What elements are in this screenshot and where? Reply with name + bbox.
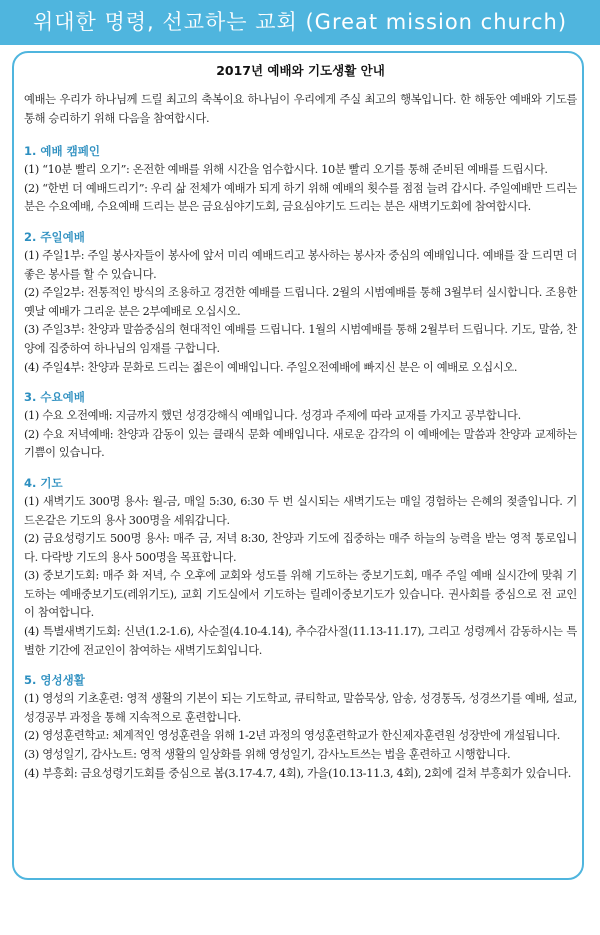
section-paragraph: (2) 금요성령기도 500명 용사: 매주 금, 저녁 8:30, 찬양과 기도에 집중하는 매주 하늘의 능력을 받는 영적 통로입니다. 다락방 기도의 용사 500명을 목표합니다. [24,532,577,564]
section-paragraph: (2) 영성훈련학교: 체계적인 영성훈련을 위해 1-2년 과정의 영성훈련학교가 한신제자훈련원 성장반에 개설됩니다. [24,729,560,743]
section-worship-campaign [24,142,577,217]
section-paragraph: (1) 영성의 기초훈련: 영적 생활의 기본이 되는 기도학교, 큐티학교, 말씀묵상, 암송, 성경통독, 성경쓰기를 예배, 설교, 성경공부 과정을 통해 지속적으로 훈련합니다. [24,692,577,724]
section-paragraph: (4) 주일4부: 찬양과 문화로 드리는 젊은이 예배입니다. 주일오전예배에 빠지신 분은 이 예배로 오십시오. [24,360,518,374]
section-paragraph: (1) “10분 빨리 오기”: 온전한 예배를 위해 시간을 엄수합시다. 10분 빨리 오기를 통해 준비된 예배를 드립시다. [24,163,548,177]
section-paragraph: (3) 영성일기, 감사노트: 영적 생활의 일상화를 위해 영성일기, 감사노트쓰는 법을 훈련하고 시행합니다. [24,748,511,762]
section-paragraph: (2) 주일2부: 전통적인 방식의 조용하고 경건한 예배를 드립니다. 2월의 시범예배를 통해 3월부터 실시합니다. 조용한 옛날 예배가 그리운 분은 2부예배로 오십시오. [24,286,577,318]
section-paragraph: (1) 새벽기도 300명 용사: 월-금, 매일 5:30, 6:30 두 번 실시되는 새벽기도는 매일 경험하는 은혜의 젖줄입니다. 기드온같은 기도의 용사 300명을 세워갑니다. [24,494,577,527]
section-spiritual-life [24,671,577,783]
section-wednesday-worship [24,388,577,463]
section-paragraph: (3) 주일3부: 찬양과 말씀중심의 현대적인 예배를 드립니다. 1월의 시범예배를 통해 2월부터 드립니다. 기도, 말씀, 찬양에 집중하여 하나님의 임재를 구합니다. [24,323,577,355]
section-sunday-worship [24,228,577,377]
intro-paragraph: 예배는 우리가 하나님께 드릴 최고의 축복이요 하나님이 우리에게 주실 최고의 행복입니다. 한 해동안 예배와 기도를 통해 승리하기 위해 다음을 참여합시다. [24,93,577,125]
section-paragraph: (4) 부흥회: 금요성령기도회를 중심으로 봄(3.17-4.7, 4회), 가을(10.13-11.3, 4회), 2회에 걸쳐 부흥회가 있습니다. [24,766,571,780]
section-title: 1. 예배 캠페인 [24,144,100,159]
section-title: 4. 기도 [24,475,63,490]
document-title: 2017년 예배와 기도생활 안내 [216,63,385,78]
section-paragraph: (1) 수요 오전예배: 지금까지 했던 성경강해식 예배입니다. 성경과 주제에 따라 교재를 가지고 공부합니다. [24,409,521,423]
section-paragraph: (4) 특별새벽기도회: 신년(1.2-1.6), 사순절(4.10-4.14), 추수감사절(11.13-11.17), 그리고 성령께서 감동하시는 특별한 기간에 전교인이 참여하는 새벽기도회입니다. [24,625,577,657]
section-title: 3. 수요예배 [24,390,85,405]
section-paragraph: (2) 수요 저녁예배: 찬양과 감동이 있는 클래식 문화 예배입니다. 새로운 감각의 이 예배에는 말씀과 찬양과 교제하는 기쁨이 있습니다. [24,427,577,460]
notice-content [24,62,577,794]
section-paragraph: (3) 중보기도회: 매주 화 저녁, 수 오후에 교회와 성도를 위해 기도하는 중보기도회, 매주 주일 예배 실시간에 맞춰 기도하는 예배중보기도(레위기도), 교회 기도실에서 기도하는 릴레이중보기도가 있습니다. 권사회를 중심으로 전 교인이 참여합니다. [24,569,577,620]
church-banner: 위대한 명령, 선교하는 교회 (Great mission church) [0,0,600,45]
section-paragraph: (2) “한번 더 예배드리기”: 우리 삶 전체가 예배가 되게 하기 위해 예배의 횟수를 점점 늘려 갑시다. 주일예배만 드리는 분은 수요예배, 수요예배 드리는 분은 금요심야기도회, 금요심야기도 드리는 분은 새벽기도회에 참여합시다. [24,181,577,214]
section-title: 2. 주일예배 [24,229,85,244]
section-paragraph: (1) 주일1부: 주일 봉사자들이 봉사에 앞서 미리 예배드리고 봉사하는 봉사자 중심의 예배입니다. 예배를 잘 드리면 더 좋은 봉사를 할 수 있습니다. [24,248,577,281]
section-title: 5. 영성생활 [24,673,85,688]
section-prayer [24,474,577,660]
